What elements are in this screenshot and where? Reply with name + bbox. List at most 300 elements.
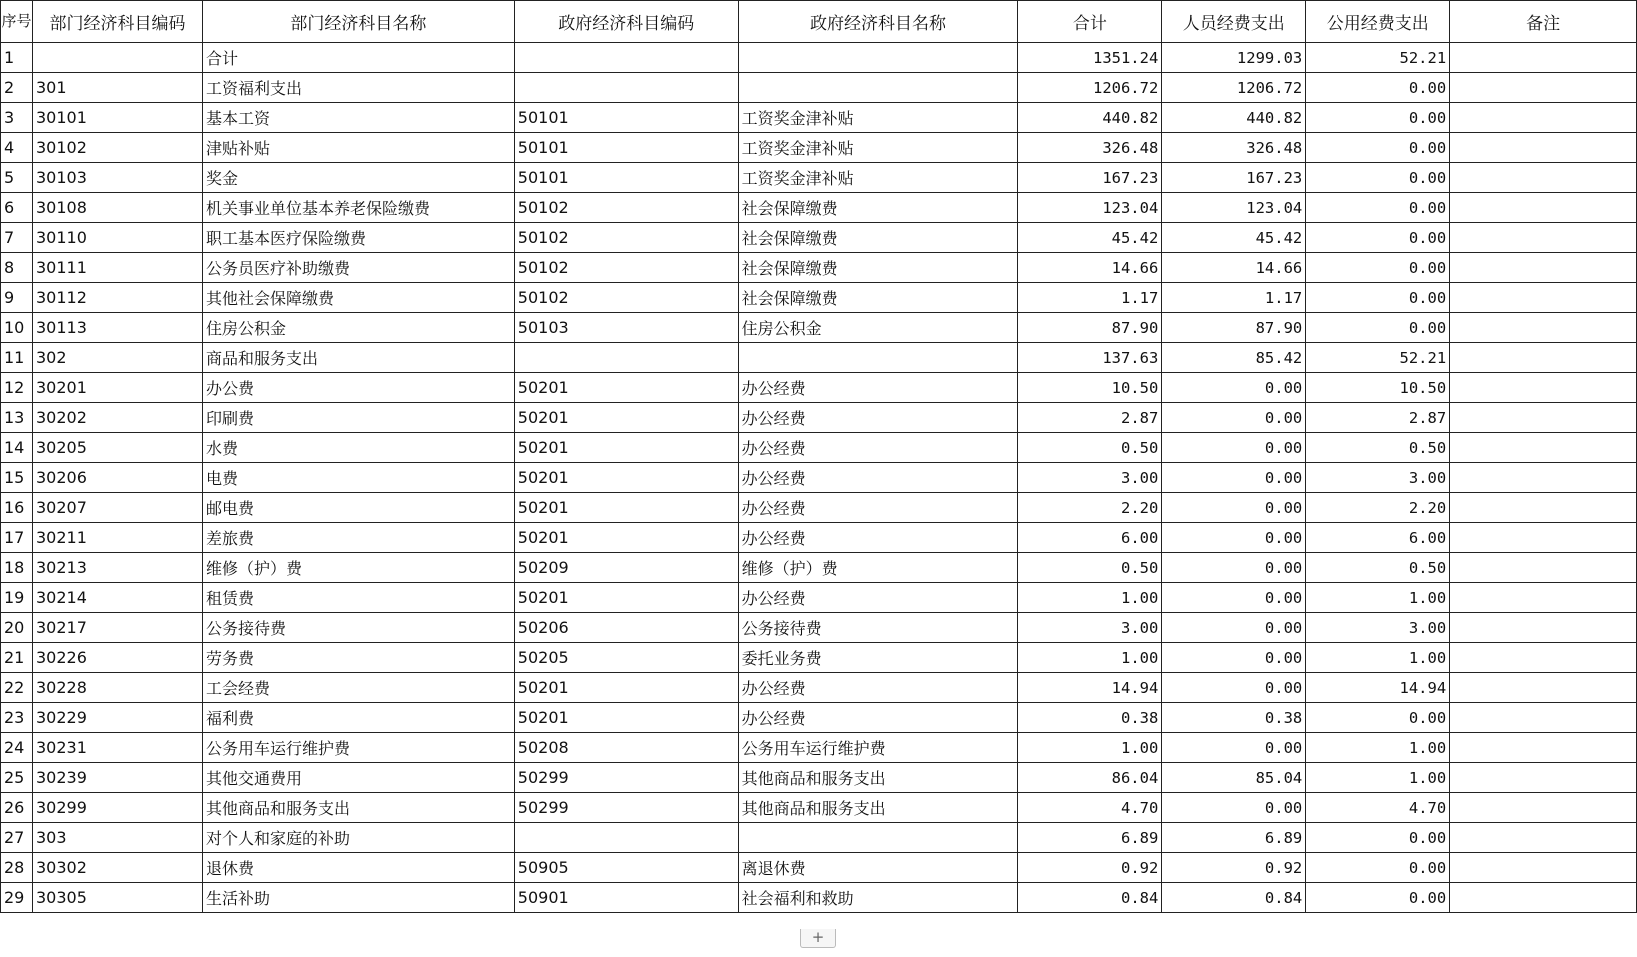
cell-personnel[interactable]: 6.89 bbox=[1162, 823, 1306, 853]
cell-seq[interactable]: 12 bbox=[1, 373, 33, 403]
table-row bbox=[1, 403, 1637, 433]
cell-personnel[interactable]: 14.66 bbox=[1162, 253, 1306, 283]
cell-seq[interactable]: 10 bbox=[1, 313, 33, 343]
cell-gov-name[interactable]: 社会保障缴费 bbox=[738, 193, 1018, 223]
cell-public[interactable]: 2.87 bbox=[1306, 403, 1450, 433]
cell-dept-name[interactable]: 办公费 bbox=[202, 373, 514, 403]
cell-dept-name[interactable]: 生活补助 bbox=[202, 883, 514, 913]
cell-gov-code[interactable]: 50201 bbox=[514, 703, 738, 733]
cell-seq[interactable]: 26 bbox=[1, 793, 33, 823]
table-row bbox=[1, 703, 1637, 733]
cell-remark[interactable] bbox=[1450, 643, 1637, 673]
cell-gov-code[interactable]: 50101 bbox=[514, 133, 738, 163]
cell-seq[interactable]: 13 bbox=[1, 403, 33, 433]
cell-gov-code[interactable]: 50201 bbox=[514, 493, 738, 523]
cell-dept-code[interactable]: 30111 bbox=[32, 253, 202, 283]
cell-total[interactable]: 1.17 bbox=[1018, 283, 1162, 313]
cell-total[interactable]: 0.84 bbox=[1018, 883, 1162, 913]
table-row bbox=[1, 523, 1637, 553]
add-sheet-button[interactable]: + bbox=[800, 929, 836, 948]
cell-personnel[interactable]: 0.00 bbox=[1162, 583, 1306, 613]
cell-public[interactable]: 0.00 bbox=[1306, 823, 1450, 853]
cell-total[interactable]: 45.42 bbox=[1018, 223, 1162, 253]
cell-dept-code[interactable]: 30217 bbox=[32, 613, 202, 643]
cell-public[interactable]: 0.00 bbox=[1306, 223, 1450, 253]
cell-total[interactable]: 14.94 bbox=[1018, 673, 1162, 703]
cell-total[interactable]: 167.23 bbox=[1018, 163, 1162, 193]
cell-dept-name[interactable]: 其他商品和服务支出 bbox=[202, 793, 514, 823]
header-remark[interactable]: 备注 bbox=[1450, 1, 1637, 43]
header-personnel[interactable]: 人员经费支出 bbox=[1162, 1, 1306, 43]
cell-total[interactable]: 2.87 bbox=[1018, 403, 1162, 433]
cell-dept-name[interactable]: 印刷费 bbox=[202, 403, 514, 433]
cell-personnel[interactable]: 0.00 bbox=[1162, 493, 1306, 523]
cell-gov-code[interactable]: 50901 bbox=[514, 883, 738, 913]
cell-dept-name[interactable]: 对个人和家庭的补助 bbox=[202, 823, 514, 853]
table-row bbox=[1, 583, 1637, 613]
cell-remark[interactable] bbox=[1450, 463, 1637, 493]
cell-seq[interactable]: 19 bbox=[1, 583, 33, 613]
cell-seq[interactable]: 16 bbox=[1, 493, 33, 523]
cell-dept-code[interactable]: 30103 bbox=[32, 163, 202, 193]
cell-dept-name[interactable]: 差旅费 bbox=[202, 523, 514, 553]
cell-dept-code[interactable]: 30299 bbox=[32, 793, 202, 823]
cell-dept-name[interactable]: 津贴补贴 bbox=[202, 133, 514, 163]
cell-dept-name[interactable]: 住房公积金 bbox=[202, 313, 514, 343]
cell-gov-name[interactable]: 维修（护）费 bbox=[738, 553, 1018, 583]
table-row bbox=[1, 73, 1637, 103]
table-row bbox=[1, 313, 1637, 343]
cell-gov-name[interactable]: 办公经费 bbox=[738, 523, 1018, 553]
cell-dept-code[interactable]: 30102 bbox=[32, 133, 202, 163]
cell-dept-code[interactable]: 30214 bbox=[32, 583, 202, 613]
cell-remark[interactable] bbox=[1450, 373, 1637, 403]
cell-total[interactable]: 1.00 bbox=[1018, 733, 1162, 763]
cell-gov-code[interactable]: 50299 bbox=[514, 793, 738, 823]
cell-dept-code[interactable]: 30305 bbox=[32, 883, 202, 913]
cell-seq[interactable]: 11 bbox=[1, 343, 33, 373]
cell-total[interactable]: 3.00 bbox=[1018, 613, 1162, 643]
cell-total[interactable]: 10.50 bbox=[1018, 373, 1162, 403]
cell-gov-name[interactable] bbox=[738, 73, 1018, 103]
cell-gov-code[interactable]: 50101 bbox=[514, 163, 738, 193]
cell-dept-name[interactable]: 机关事业单位基本养老保险缴费 bbox=[202, 193, 514, 223]
cell-total[interactable]: 3.00 bbox=[1018, 463, 1162, 493]
cell-remark[interactable] bbox=[1450, 763, 1637, 793]
cell-gov-name[interactable]: 公务用车运行维护费 bbox=[738, 733, 1018, 763]
cell-dept-code[interactable]: 303 bbox=[32, 823, 202, 853]
cell-dept-name[interactable]: 其他交通费用 bbox=[202, 763, 514, 793]
cell-gov-name[interactable]: 社会福利和救助 bbox=[738, 883, 1018, 913]
header-dept-name[interactable]: 部门经济科目名称 bbox=[202, 1, 514, 43]
cell-dept-code[interactable]: 30110 bbox=[32, 223, 202, 253]
cell-remark[interactable] bbox=[1450, 433, 1637, 463]
cell-remark[interactable] bbox=[1450, 733, 1637, 763]
cell-public[interactable]: 0.00 bbox=[1306, 73, 1450, 103]
cell-public[interactable]: 1.00 bbox=[1306, 763, 1450, 793]
cell-total[interactable]: 0.38 bbox=[1018, 703, 1162, 733]
cell-dept-name[interactable]: 基本工资 bbox=[202, 103, 514, 133]
header-public[interactable]: 公用经费支出 bbox=[1306, 1, 1450, 43]
cell-total[interactable]: 1.00 bbox=[1018, 643, 1162, 673]
table-row bbox=[1, 553, 1637, 583]
cell-remark[interactable] bbox=[1450, 193, 1637, 223]
cell-seq[interactable]: 15 bbox=[1, 463, 33, 493]
cell-gov-code[interactable] bbox=[514, 73, 738, 103]
cell-remark[interactable] bbox=[1450, 613, 1637, 643]
cell-seq[interactable]: 20 bbox=[1, 613, 33, 643]
cell-remark[interactable] bbox=[1450, 523, 1637, 553]
cell-dept-code[interactable]: 30201 bbox=[32, 373, 202, 403]
cell-seq[interactable]: 1 bbox=[1, 43, 33, 73]
cell-dept-name[interactable]: 合计 bbox=[202, 43, 514, 73]
cell-public[interactable]: 0.00 bbox=[1306, 253, 1450, 283]
cell-gov-code[interactable]: 50201 bbox=[514, 523, 738, 553]
cell-gov-name[interactable]: 其他商品和服务支出 bbox=[738, 793, 1018, 823]
cell-seq[interactable]: 24 bbox=[1, 733, 33, 763]
cell-dept-code[interactable]: 30229 bbox=[32, 703, 202, 733]
cell-public[interactable]: 0.00 bbox=[1306, 853, 1450, 883]
cell-public[interactable]: 1.00 bbox=[1306, 643, 1450, 673]
cell-personnel[interactable]: 45.42 bbox=[1162, 223, 1306, 253]
cell-dept-code[interactable]: 30239 bbox=[32, 763, 202, 793]
header-total[interactable]: 合计 bbox=[1018, 1, 1162, 43]
cell-seq[interactable]: 2 bbox=[1, 73, 33, 103]
cell-public[interactable]: 0.00 bbox=[1306, 283, 1450, 313]
table-row bbox=[1, 433, 1637, 463]
cell-total[interactable]: 86.04 bbox=[1018, 763, 1162, 793]
cell-public[interactable]: 52.21 bbox=[1306, 43, 1450, 73]
cell-gov-name[interactable]: 办公经费 bbox=[738, 433, 1018, 463]
cell-public[interactable]: 52.21 bbox=[1306, 343, 1450, 373]
cell-seq[interactable]: 25 bbox=[1, 763, 33, 793]
cell-gov-code[interactable] bbox=[514, 823, 738, 853]
cell-remark[interactable] bbox=[1450, 253, 1637, 283]
cell-gov-code[interactable]: 50208 bbox=[514, 733, 738, 763]
cell-gov-code[interactable]: 50299 bbox=[514, 763, 738, 793]
cell-total[interactable]: 87.90 bbox=[1018, 313, 1162, 343]
cell-dept-code[interactable]: 30206 bbox=[32, 463, 202, 493]
cell-gov-name[interactable]: 其他商品和服务支出 bbox=[738, 763, 1018, 793]
cell-personnel[interactable]: 0.38 bbox=[1162, 703, 1306, 733]
table-row bbox=[1, 283, 1637, 313]
cell-personnel[interactable]: 0.00 bbox=[1162, 463, 1306, 493]
cell-dept-name[interactable]: 福利费 bbox=[202, 703, 514, 733]
table-row bbox=[1, 793, 1637, 823]
table-row bbox=[1, 733, 1637, 763]
cell-remark[interactable] bbox=[1450, 703, 1637, 733]
cell-total[interactable]: 123.04 bbox=[1018, 193, 1162, 223]
table-row bbox=[1, 253, 1637, 283]
cell-public[interactable]: 0.50 bbox=[1306, 553, 1450, 583]
cell-remark[interactable] bbox=[1450, 283, 1637, 313]
cell-public[interactable]: 3.00 bbox=[1306, 613, 1450, 643]
cell-gov-code[interactable]: 50201 bbox=[514, 463, 738, 493]
cell-remark[interactable] bbox=[1450, 883, 1637, 913]
cell-dept-name[interactable]: 电费 bbox=[202, 463, 514, 493]
cell-personnel[interactable]: 0.00 bbox=[1162, 433, 1306, 463]
cell-seq[interactable]: 27 bbox=[1, 823, 33, 853]
cell-personnel[interactable]: 0.00 bbox=[1162, 523, 1306, 553]
cell-total[interactable]: 6.89 bbox=[1018, 823, 1162, 853]
cell-personnel[interactable]: 123.04 bbox=[1162, 193, 1306, 223]
cell-gov-name[interactable]: 办公经费 bbox=[738, 583, 1018, 613]
cell-seq[interactable]: 21 bbox=[1, 643, 33, 673]
cell-personnel[interactable]: 1299.03 bbox=[1162, 43, 1306, 73]
table-row bbox=[1, 103, 1637, 133]
cell-gov-name[interactable]: 公务接待费 bbox=[738, 613, 1018, 643]
cell-personnel[interactable]: 0.00 bbox=[1162, 793, 1306, 823]
cell-gov-name[interactable]: 工资奖金津补贴 bbox=[738, 133, 1018, 163]
cell-total[interactable]: 1351.24 bbox=[1018, 43, 1162, 73]
cell-gov-name[interactable] bbox=[738, 343, 1018, 373]
cell-personnel[interactable]: 440.82 bbox=[1162, 103, 1306, 133]
cell-remark[interactable] bbox=[1450, 493, 1637, 523]
cell-personnel[interactable]: 87.90 bbox=[1162, 313, 1306, 343]
cell-gov-code[interactable]: 50209 bbox=[514, 553, 738, 583]
cell-gov-code[interactable]: 50205 bbox=[514, 643, 738, 673]
cell-total[interactable]: 0.50 bbox=[1018, 433, 1162, 463]
cell-seq[interactable]: 3 bbox=[1, 103, 33, 133]
cell-seq[interactable]: 7 bbox=[1, 223, 33, 253]
cell-dept-name[interactable]: 退休费 bbox=[202, 853, 514, 883]
cell-remark[interactable] bbox=[1450, 223, 1637, 253]
cell-dept-name[interactable]: 公务员医疗补助缴费 bbox=[202, 253, 514, 283]
cell-remark[interactable] bbox=[1450, 73, 1637, 103]
cell-personnel[interactable]: 167.23 bbox=[1162, 163, 1306, 193]
cell-remark[interactable] bbox=[1450, 853, 1637, 883]
cell-remark[interactable] bbox=[1450, 583, 1637, 613]
cell-total[interactable]: 0.92 bbox=[1018, 853, 1162, 883]
cell-total[interactable]: 2.20 bbox=[1018, 493, 1162, 523]
cell-gov-name[interactable]: 工资奖金津补贴 bbox=[738, 163, 1018, 193]
cell-gov-name[interactable]: 工资奖金津补贴 bbox=[738, 103, 1018, 133]
table-row bbox=[1, 883, 1637, 913]
cell-seq[interactable]: 9 bbox=[1, 283, 33, 313]
cell-seq[interactable]: 18 bbox=[1, 553, 33, 583]
cell-dept-code[interactable]: 30112 bbox=[32, 283, 202, 313]
cell-total[interactable]: 440.82 bbox=[1018, 103, 1162, 133]
cell-gov-name[interactable]: 社会保障缴费 bbox=[738, 253, 1018, 283]
cell-total[interactable]: 4.70 bbox=[1018, 793, 1162, 823]
cell-total[interactable]: 6.00 bbox=[1018, 523, 1162, 553]
cell-remark[interactable] bbox=[1450, 823, 1637, 853]
cell-public[interactable]: 0.00 bbox=[1306, 133, 1450, 163]
cell-dept-code[interactable]: 30205 bbox=[32, 433, 202, 463]
cell-dept-code[interactable]: 30213 bbox=[32, 553, 202, 583]
cell-dept-name[interactable]: 邮电费 bbox=[202, 493, 514, 523]
cell-dept-name[interactable]: 公务接待费 bbox=[202, 613, 514, 643]
cell-dept-name[interactable]: 维修（护）费 bbox=[202, 553, 514, 583]
cell-remark[interactable] bbox=[1450, 103, 1637, 133]
table-row bbox=[1, 223, 1637, 253]
cell-gov-code[interactable]: 50201 bbox=[514, 403, 738, 433]
cell-dept-code[interactable]: 30101 bbox=[32, 103, 202, 133]
table-row bbox=[1, 163, 1637, 193]
cell-gov-code[interactable] bbox=[514, 343, 738, 373]
header-gov-name[interactable]: 政府经济科目名称 bbox=[738, 1, 1018, 43]
cell-public[interactable]: 4.70 bbox=[1306, 793, 1450, 823]
cell-public[interactable]: 0.00 bbox=[1306, 163, 1450, 193]
table-row bbox=[1, 853, 1637, 883]
cell-personnel[interactable]: 0.00 bbox=[1162, 643, 1306, 673]
cell-public[interactable]: 14.94 bbox=[1306, 673, 1450, 703]
cell-gov-name[interactable] bbox=[738, 43, 1018, 73]
cell-dept-code[interactable]: 302 bbox=[32, 343, 202, 373]
cell-personnel[interactable]: 0.00 bbox=[1162, 373, 1306, 403]
cell-gov-code[interactable]: 50905 bbox=[514, 853, 738, 883]
cell-dept-code[interactable]: 30211 bbox=[32, 523, 202, 553]
cell-public[interactable]: 3.00 bbox=[1306, 463, 1450, 493]
cell-gov-name[interactable] bbox=[738, 823, 1018, 853]
cell-personnel[interactable]: 85.42 bbox=[1162, 343, 1306, 373]
cell-dept-code[interactable]: 30302 bbox=[32, 853, 202, 883]
cell-public[interactable]: 0.00 bbox=[1306, 883, 1450, 913]
table-row bbox=[1, 43, 1637, 73]
cell-remark[interactable] bbox=[1450, 673, 1637, 703]
cell-gov-name[interactable]: 办公经费 bbox=[738, 403, 1018, 433]
cell-dept-code[interactable]: 30207 bbox=[32, 493, 202, 523]
cell-seq[interactable]: 23 bbox=[1, 703, 33, 733]
cell-public[interactable]: 0.00 bbox=[1306, 313, 1450, 343]
cell-personnel[interactable]: 0.00 bbox=[1162, 673, 1306, 703]
cell-seq[interactable]: 28 bbox=[1, 853, 33, 883]
cell-total[interactable]: 326.48 bbox=[1018, 133, 1162, 163]
cell-public[interactable]: 0.00 bbox=[1306, 103, 1450, 133]
cell-total[interactable]: 1.00 bbox=[1018, 583, 1162, 613]
header-dept-code[interactable]: 部门经济科目编码 bbox=[32, 1, 202, 43]
cell-dept-name[interactable]: 奖金 bbox=[202, 163, 514, 193]
header-seq[interactable]: 序号 bbox=[1, 1, 33, 43]
table-row bbox=[1, 613, 1637, 643]
cell-seq[interactable]: 14 bbox=[1, 433, 33, 463]
cell-personnel[interactable]: 326.48 bbox=[1162, 133, 1306, 163]
cell-gov-code[interactable]: 50101 bbox=[514, 103, 738, 133]
cell-total[interactable]: 0.50 bbox=[1018, 553, 1162, 583]
cell-gov-code[interactable]: 50102 bbox=[514, 193, 738, 223]
cell-dept-code[interactable]: 30231 bbox=[32, 733, 202, 763]
cell-seq[interactable]: 29 bbox=[1, 883, 33, 913]
cell-seq[interactable]: 22 bbox=[1, 673, 33, 703]
cell-gov-name[interactable]: 办公经费 bbox=[738, 463, 1018, 493]
cell-total[interactable]: 14.66 bbox=[1018, 253, 1162, 283]
cell-public[interactable]: 10.50 bbox=[1306, 373, 1450, 403]
table-row bbox=[1, 643, 1637, 673]
cell-personnel[interactable]: 0.84 bbox=[1162, 883, 1306, 913]
table-row bbox=[1, 493, 1637, 523]
cell-gov-code[interactable] bbox=[514, 43, 738, 73]
cell-gov-name[interactable]: 办公经费 bbox=[738, 673, 1018, 703]
cell-dept-code[interactable]: 30202 bbox=[32, 403, 202, 433]
cell-dept-name[interactable]: 工会经费 bbox=[202, 673, 514, 703]
cell-personnel[interactable]: 85.04 bbox=[1162, 763, 1306, 793]
cell-personnel[interactable]: 0.00 bbox=[1162, 553, 1306, 583]
cell-gov-code[interactable]: 50206 bbox=[514, 613, 738, 643]
cell-dept-name[interactable]: 水费 bbox=[202, 433, 514, 463]
cell-remark[interactable] bbox=[1450, 403, 1637, 433]
cell-gov-name[interactable]: 住房公积金 bbox=[738, 313, 1018, 343]
header-gov-code[interactable]: 政府经济科目编码 bbox=[514, 1, 738, 43]
cell-personnel[interactable]: 0.00 bbox=[1162, 613, 1306, 643]
cell-gov-name[interactable]: 社会保障缴费 bbox=[738, 223, 1018, 253]
cell-public[interactable]: 2.20 bbox=[1306, 493, 1450, 523]
cell-public[interactable]: 1.00 bbox=[1306, 583, 1450, 613]
cell-public[interactable]: 0.50 bbox=[1306, 433, 1450, 463]
table-row bbox=[1, 763, 1637, 793]
table-row bbox=[1, 343, 1637, 373]
cell-gov-name[interactable]: 办公经费 bbox=[738, 373, 1018, 403]
table-row bbox=[1, 133, 1637, 163]
cell-gov-code[interactable]: 50201 bbox=[514, 433, 738, 463]
cell-gov-code[interactable]: 50103 bbox=[514, 313, 738, 343]
cell-gov-code[interactable]: 50102 bbox=[514, 223, 738, 253]
cell-gov-code[interactable]: 50102 bbox=[514, 283, 738, 313]
cell-dept-name[interactable]: 劳务费 bbox=[202, 643, 514, 673]
cell-gov-name[interactable]: 社会保障缴费 bbox=[738, 283, 1018, 313]
cell-total[interactable]: 1206.72 bbox=[1018, 73, 1162, 103]
cell-public[interactable]: 0.00 bbox=[1306, 703, 1450, 733]
cell-seq[interactable]: 6 bbox=[1, 193, 33, 223]
cell-remark[interactable] bbox=[1450, 553, 1637, 583]
cell-remark[interactable] bbox=[1450, 43, 1637, 73]
table-row bbox=[1, 823, 1637, 853]
cell-public[interactable]: 0.00 bbox=[1306, 193, 1450, 223]
cell-dept-code[interactable]: 30113 bbox=[32, 313, 202, 343]
cell-dept-name[interactable]: 商品和服务支出 bbox=[202, 343, 514, 373]
cell-remark[interactable] bbox=[1450, 133, 1637, 163]
cell-dept-name[interactable]: 租赁费 bbox=[202, 583, 514, 613]
cell-personnel[interactable]: 1206.72 bbox=[1162, 73, 1306, 103]
cell-gov-code[interactable]: 50201 bbox=[514, 673, 738, 703]
cell-personnel[interactable]: 0.92 bbox=[1162, 853, 1306, 883]
cell-seq[interactable]: 17 bbox=[1, 523, 33, 553]
cell-gov-name[interactable]: 办公经费 bbox=[738, 493, 1018, 523]
header-row bbox=[1, 1, 1637, 43]
cell-gov-code[interactable]: 50201 bbox=[514, 583, 738, 613]
cell-dept-code[interactable]: 30226 bbox=[32, 643, 202, 673]
table-row bbox=[1, 463, 1637, 493]
cell-gov-code[interactable]: 50102 bbox=[514, 253, 738, 283]
cell-dept-name[interactable]: 职工基本医疗保险缴费 bbox=[202, 223, 514, 253]
table-row bbox=[1, 193, 1637, 223]
cell-gov-name[interactable]: 离退休费 bbox=[738, 853, 1018, 883]
cell-remark[interactable] bbox=[1450, 313, 1637, 343]
cell-public[interactable]: 1.00 bbox=[1306, 733, 1450, 763]
cell-public[interactable]: 6.00 bbox=[1306, 523, 1450, 553]
cell-gov-name[interactable]: 委托业务费 bbox=[738, 643, 1018, 673]
cell-dept-name[interactable]: 工资福利支出 bbox=[202, 73, 514, 103]
cell-dept-code[interactable]: 30228 bbox=[32, 673, 202, 703]
cell-dept-code[interactable]: 301 bbox=[32, 73, 202, 103]
cell-personnel[interactable]: 1.17 bbox=[1162, 283, 1306, 313]
cell-dept-name[interactable]: 其他社会保障缴费 bbox=[202, 283, 514, 313]
cell-total[interactable]: 137.63 bbox=[1018, 343, 1162, 373]
cell-personnel[interactable]: 0.00 bbox=[1162, 733, 1306, 763]
cell-remark[interactable] bbox=[1450, 793, 1637, 823]
cell-seq[interactable]: 4 bbox=[1, 133, 33, 163]
cell-gov-code[interactable]: 50201 bbox=[514, 373, 738, 403]
cell-dept-code[interactable] bbox=[32, 43, 202, 73]
cell-dept-code[interactable]: 30108 bbox=[32, 193, 202, 223]
cell-personnel[interactable]: 0.00 bbox=[1162, 403, 1306, 433]
cell-gov-name[interactable]: 办公经费 bbox=[738, 703, 1018, 733]
cell-dept-name[interactable]: 公务用车运行维护费 bbox=[202, 733, 514, 763]
cell-seq[interactable]: 5 bbox=[1, 163, 33, 193]
cell-remark[interactable] bbox=[1450, 163, 1637, 193]
cell-remark[interactable] bbox=[1450, 343, 1637, 373]
cell-seq[interactable]: 8 bbox=[1, 253, 33, 283]
table-body bbox=[1, 43, 1637, 913]
